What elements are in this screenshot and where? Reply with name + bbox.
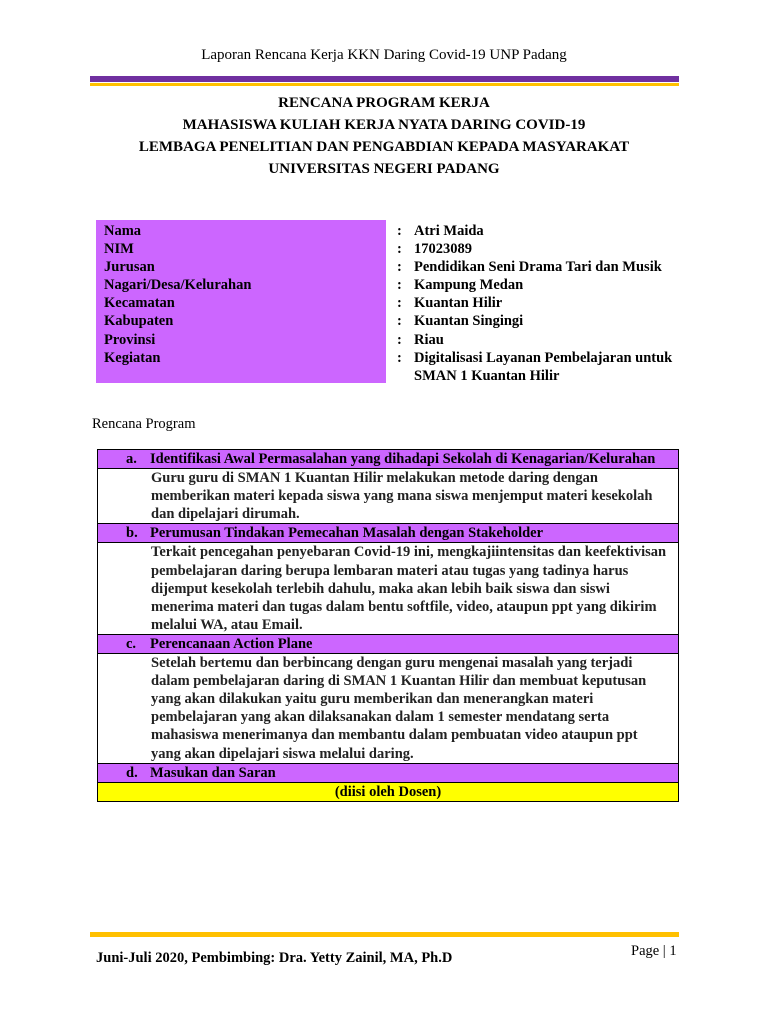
- identity-value: Kuantan Singingi: [414, 313, 524, 330]
- identity-label: NIM: [104, 241, 134, 258]
- identity-value: Atri Maida: [414, 223, 484, 239]
- header-divider-purple: [90, 76, 679, 82]
- identity-value: 17023089: [414, 241, 472, 258]
- identity-values: [414, 222, 694, 385]
- colon: :: [397, 313, 402, 330]
- colon: :: [397, 241, 402, 258]
- colon: :: [397, 223, 402, 239]
- section-title: Masukan dan Saran: [150, 764, 276, 781]
- section-letter: c.: [126, 635, 137, 652]
- title-line: RENCANA PROGRAM KERJA: [278, 95, 490, 111]
- identity-value: Riau: [414, 331, 444, 348]
- identity-label: Kecamatan: [104, 295, 175, 312]
- identity-label: Provinsi: [104, 331, 156, 348]
- section-letter: b.: [126, 525, 138, 542]
- identity-value: Kuantan Hilir: [414, 295, 503, 312]
- section-body: Guru guru di SMAN 1 Kuantan Hilir melakukan metode daring dengan memberikan materi kepada siswa yang mana siswa menjemput materi kesekolah dan dipelajari dirumah.: [98, 469, 679, 524]
- footer-divider-gold: [90, 932, 679, 937]
- identity-value: Pendidikan Seni Drama Tari dan Musik: [414, 259, 662, 276]
- section-header: [98, 634, 679, 653]
- section-title: Perumusan Tindakan Pemecahan Masalah dengan Stakeholder: [150, 525, 544, 542]
- colon: :: [397, 349, 402, 366]
- section-letter: a.: [126, 451, 137, 467]
- colon: :: [397, 295, 402, 312]
- section-title: Perencanaan Action Plane: [150, 635, 313, 652]
- colon: :: [397, 259, 402, 276]
- section-header: [98, 450, 679, 469]
- identity-value: Digitalisasi Layanan Pembelajaran untuk SMAN 1 Kuantan Hilir: [414, 349, 673, 384]
- document-title-block: [0, 92, 768, 180]
- page-number: Page | 1: [631, 943, 677, 959]
- section-header: [98, 763, 679, 782]
- identity-value: Kampung Medan: [414, 277, 524, 294]
- identity-label: Nama: [104, 223, 142, 239]
- title-line: LEMBAGA PENELITIAN DAN PENGABDIAN KEPADA MASYARAKAT: [138, 139, 630, 155]
- program-table: [97, 449, 679, 802]
- section-title: Identifikasi Awal Permasalahan yang dihadapi Sekolah di Kenagarian/Kelurahan: [150, 451, 656, 467]
- identity-colons: [397, 222, 402, 367]
- footer-text: Juni-Juli 2020, Pembimbing: Dra. Yetty Zainil, MA, Ph.D: [96, 950, 453, 966]
- section-body: Setelah bertemu dan berbincang dengan guru mengenai masalah yang terjadi dalam pembelajaran daring di SMAN 1 Kuantan Hilir dan membuat keputusan yang akan dilakukan yaitu guru memberikan dan menerangkan materi pembelajaran yang akan dilaksanakan dalam 1 semester mendatang serta mahasiswa menerimanya dan membantu dalam pembuatan video ataupun ppt yang akan dipelajari siswa melalui daring.: [98, 654, 679, 764]
- section-body: Terkait pencegahan penyebaran Covid-19 ini, mengkajiintensitas dan keefektivisan pembelajaran daring berupa lembaran materi atau tugas yang tadinya harus dijemput kesekolah terlebih dahulu, maka akan lebih baik siswa dan siswi menerima materi dan tugas dalam bentu softfile, video, ataupun ppt yang dikirim melalui WA, atau Email.: [98, 543, 679, 634]
- colon: :: [397, 331, 402, 348]
- section-header: [98, 524, 679, 543]
- header-divider-gold: [90, 83, 679, 86]
- title-line: UNIVERSITAS NEGERI PADANG: [268, 161, 500, 177]
- identity-label: Kabupaten: [104, 313, 174, 330]
- identity-label: Jurusan: [104, 259, 155, 276]
- section-heading: Rencana Program: [92, 416, 196, 432]
- colon: :: [397, 277, 402, 294]
- page-header: Laporan Rencana Kerja KKN Daring Covid-19 UNP Padang: [201, 47, 567, 63]
- title-line: MAHASISWA KULIAH KERJA NYATA DARING COVID-19: [182, 117, 586, 133]
- identity-label: Nagari/Desa/Kelurahan: [104, 277, 252, 294]
- identity-label: Kegiatan: [104, 349, 161, 366]
- section-letter: d.: [126, 764, 138, 781]
- identity-labels: [104, 222, 251, 367]
- dosen-note: (diisi oleh Dosen): [98, 782, 679, 801]
